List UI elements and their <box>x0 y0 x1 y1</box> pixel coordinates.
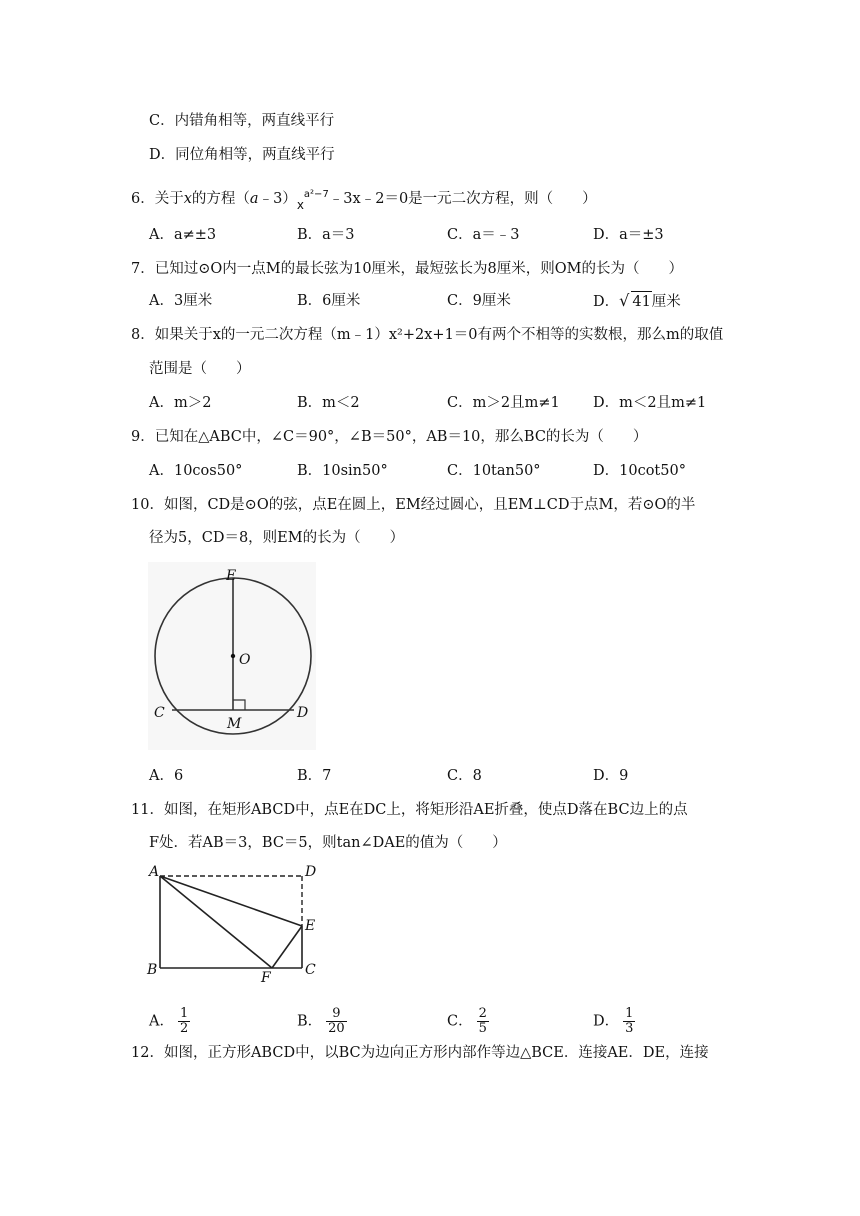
label-e: E <box>226 568 237 584</box>
q6-option-a: A．a≠±3 <box>149 227 217 243</box>
fraction-d-den: 3 <box>625 1021 634 1036</box>
label-d: D <box>297 705 309 721</box>
q10-option-a: A．6 <box>149 768 184 784</box>
fraction-c-den: 5 <box>478 1021 487 1036</box>
fraction-a <box>178 1007 190 1036</box>
option-d-prev: D．同位角相等，两直线平行 <box>149 147 335 163</box>
q7-option-d-unit: 厘米 <box>651 294 681 310</box>
fraction-d-num: 1 <box>625 1006 634 1021</box>
q8-option-c: C．m＞2且m≠1 <box>447 395 560 411</box>
q11-option-b-label: B． <box>297 1013 323 1030</box>
q6-rest: ﹣3x﹣2＝0是一元二次方程，则（ ） <box>328 191 597 207</box>
q6-option-c: C．a＝﹣3 <box>447 227 520 243</box>
q7-option-d: D．√ 41厘米 <box>593 291 681 310</box>
fraction-b-num: 9 <box>326 1007 347 1022</box>
q6-base-x: x <box>296 198 304 212</box>
label-e: E <box>305 918 316 934</box>
fraction-a-den: 2 <box>179 1021 189 1036</box>
label-c: C <box>305 962 316 978</box>
q10-option-c: C．8 <box>447 768 482 784</box>
label-o: O <box>239 652 251 668</box>
question-12-line1: 12．如图，正方形ABCD中，以BC为边向正方形内部作等边△BCE．连接AE．DE，连接 <box>131 1045 709 1061</box>
q11-option-a-label: A． <box>149 1013 174 1030</box>
segment-fe <box>272 926 302 968</box>
q6-exponent: a²−7 <box>303 189 329 200</box>
q8-option-a: A．m＞2 <box>149 395 212 411</box>
label-b: B <box>147 962 158 978</box>
label-d: D <box>305 864 317 880</box>
q7-option-d-prefix: D． <box>593 294 620 310</box>
q6-mid2: ﹣3） <box>258 191 297 207</box>
fraction-d <box>623 1007 635 1036</box>
q11-option-d <box>593 1007 635 1036</box>
q9-option-c: C．10tan50° <box>447 463 541 479</box>
q9-option-a: A．10cos50° <box>149 463 243 479</box>
q11-option-c-label: C． <box>447 1013 473 1030</box>
q8-option-b: B．m＜2 <box>297 395 360 411</box>
question-11-line1: 11．如图，在矩形ABCD中，点E在DC上，将矩形沿AE折叠，使点D落在BC边上的点 <box>131 802 688 818</box>
q7-option-c: C．9厘米 <box>447 293 511 309</box>
question-10-line2: 径为5，CD＝8，则EM的长为（ ） <box>149 530 405 546</box>
fraction-a-num: 1 <box>179 1006 189 1021</box>
fraction-c <box>477 1007 489 1036</box>
question-9: 9．已知在△ABC中，∠C＝90°，∠B＝50°，AB＝10，那么BC的长为（ ） <box>131 429 648 445</box>
circle-figure <box>148 562 316 750</box>
q6-mid: 的方程（ <box>191 191 250 207</box>
q9-option-b: B．10sin50° <box>297 463 388 479</box>
q10-option-b: B．7 <box>297 768 332 784</box>
fraction-c-num: 2 <box>478 1006 487 1021</box>
q11-option-a <box>149 1007 190 1036</box>
q11-option-d-label: D． <box>593 1013 620 1030</box>
q7-option-b: B．6厘米 <box>297 293 361 309</box>
label-m: M <box>227 716 242 732</box>
question-11-line2: F处．若AB＝3，BC＝5，则tan∠DAE的值为（ ） <box>149 835 507 851</box>
option-c-prev: C．内错角相等，两直线平行 <box>149 113 335 129</box>
q6-var-x: x <box>183 191 192 207</box>
q6-prefix: 6．关于 <box>131 191 184 207</box>
q8-option-d: D．m＜2且m≠1 <box>593 395 707 411</box>
fraction-b <box>326 1007 347 1036</box>
label-a: A <box>149 864 160 880</box>
q9-option-d: D．10cot50° <box>593 463 686 479</box>
q11-option-c <box>447 1007 489 1036</box>
q11-option-b <box>297 1007 347 1036</box>
q6-var-a: a <box>249 191 259 207</box>
fraction-b-den: 20 <box>328 1021 345 1036</box>
q6-option-d: D．a＝±3 <box>593 227 664 243</box>
q7-option-a: A．3厘米 <box>149 293 213 309</box>
label-f: F <box>261 970 271 986</box>
q6-option-b: B．a＝3 <box>297 227 355 243</box>
question-8-line1: 8．如果关于x的一元二次方程（m﹣1）x²+2x+1＝0有两个不相等的实数根，那么m的取值 <box>131 327 724 343</box>
segment-af <box>160 876 272 968</box>
label-c: C <box>154 705 165 721</box>
fold-line-ae <box>160 876 302 926</box>
q7-option-d-radicand: 41 <box>631 291 651 312</box>
question-6 <box>131 185 597 212</box>
center-dot <box>231 654 235 658</box>
question-8-line2: 范围是（ ） <box>149 361 251 377</box>
question-10-line1: 10．如图，CD是⊙O的弦，点E在圆上，EM经过圆心，且EM⊥CD于点M，若⊙O的半 <box>131 497 696 513</box>
q10-option-d: D．9 <box>593 768 629 784</box>
question-7: 7．已知过⊙O内一点M的最长弦为10厘米，最短弦长为8厘米，则OM的长为（ ） <box>131 261 684 277</box>
rectangle-figure <box>146 862 326 986</box>
